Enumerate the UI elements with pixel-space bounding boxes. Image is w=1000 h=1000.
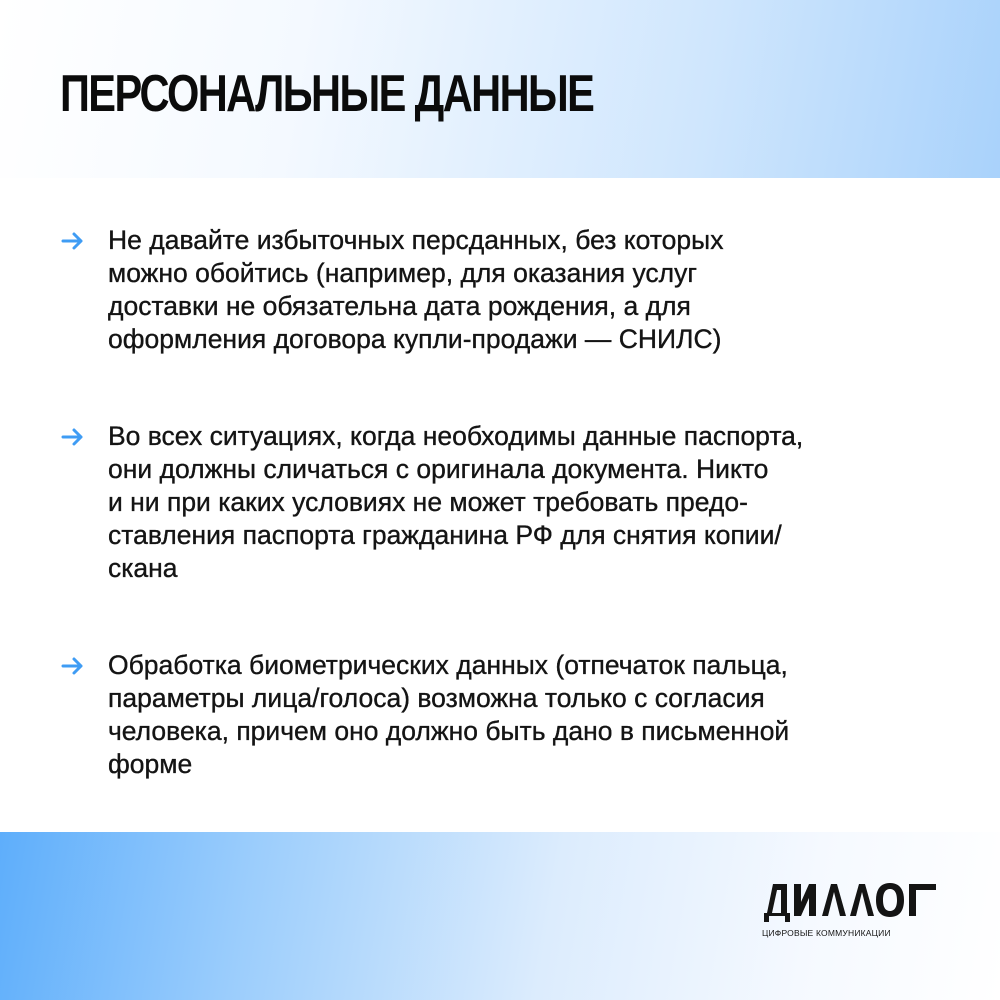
list-item-text: Обработка биометрических данных (отпечаток пальца, параметры лица/голоса) возможна только с согласия человека, причем оно должно быть дано в письменной форме xyxy=(108,650,790,779)
dialog-logo-mark xyxy=(760,880,940,924)
list-item xyxy=(60,649,950,781)
bullet-list xyxy=(60,224,950,845)
list-item-text: Не давайте избыточных персданных, без которых можно обойтись (например, для оказания услуг доставки не обязательна дата рождения, а для оформления договора купли-продажи — СНИЛС) xyxy=(108,225,724,354)
header-band xyxy=(0,0,1000,178)
arrow-right-icon xyxy=(60,228,86,254)
arrow-right-icon xyxy=(60,424,86,450)
list-item-text: Во всех ситуациях, когда необходимы данные паспорта, они должны сличаться с оригинала документа. Никто и ни при каких условиях не может требовать предо- ставления паспорта гражданина РФ для снятия копии/ скана xyxy=(108,421,804,583)
arrow-right-icon xyxy=(60,653,86,679)
page-title: ПЕРСОНАЛЬНЫЕ ДАННЫЕ xyxy=(60,65,594,123)
logo-tagline: ЦИФРОВЫЕ КОММУНИКАЦИИ xyxy=(762,928,891,938)
dialog-logo xyxy=(760,880,940,942)
list-item xyxy=(60,420,950,585)
list-item xyxy=(60,224,950,356)
